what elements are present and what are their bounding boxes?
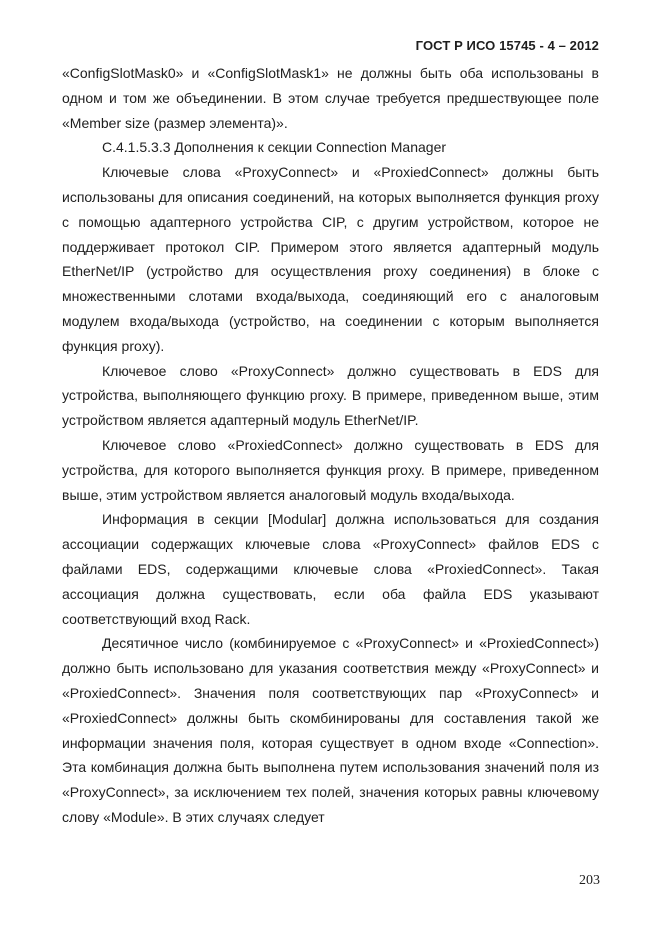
section-heading: C.4.1.5.3.3 Дополнения к секции Connection Manager: [102, 139, 447, 156]
document-header: ГОСТ Р ИСО 15745 - 4 – 2012: [415, 38, 599, 53]
page-number: 203: [579, 873, 600, 888]
paragraph: Информация в секции [Modular] должна использоваться для создания ассоциации содержащих ключевые слова «ProxyConnect» файлов EDS с файлами EDS, содержащими ключевые слова «ProxiedConnect». Такая ассоциация должна существовать, если оба файла EDS указывают соответствующий вход Rack.: [62, 511, 599, 627]
paragraph: Ключевые слова «ProxyConnect» и «ProxiedConnect» должны быть использованы для описания соединений, на которых выполняется функция proxy с помощью адаптерного устройства CIP, с другим устройством, которое не поддерживает протокол CIP. Примером этого является адаптерный модуль EtherNet/IP (устройство для осуществления proxy соединения) в блоке с множественными слотами входа/выхода, соединяющий его с аналоговым модулем входа/выхода (устройство, на соединении с которым выполняется функция proxy).: [62, 164, 599, 354]
paragraph: Десятичное число (комбинируемое с «ProxyConnect» и «ProxiedConnect») должно быть использовано для указания соответствия между «ProxyConnect» и «ProxiedConnect». Значения поля соответствующих пар «ProxyConnect» и «ProxiedConnect» должны быть скомбинированы для составления такой же информации значения поля, которая существует в одном входе «Connection». Эта комбинация должна быть выполнена путем использования значений поля из «ProxyConnect», за исключением тех полей, значения которых равны ключевому слову «Module». В этих случаях следует: [62, 635, 599, 825]
paragraph: Ключевое слово «ProxiedConnect» должно существовать в EDS для устройства, для которого выполняется функция proxy. В примере, приведенном выше, этим устройством является аналоговый модуль входа/выхода.: [62, 436, 599, 503]
paragraph: Ключевое слово «ProxyConnect» должно существовать в EDS для устройства, выполняющего функцию proxy. В примере, приведенном выше, этим устройством является адаптерный модуль EtherNet/IP.: [62, 362, 599, 429]
paragraph-continuation: «ConfigSlotMask0» и «ConfigSlotMask1» не должны быть оба использованы в одном и том же объединении. В этом случае требуется предшествующее поле «Member size (размер элемента)».: [62, 65, 599, 131]
page-body: [62, 61, 599, 830]
